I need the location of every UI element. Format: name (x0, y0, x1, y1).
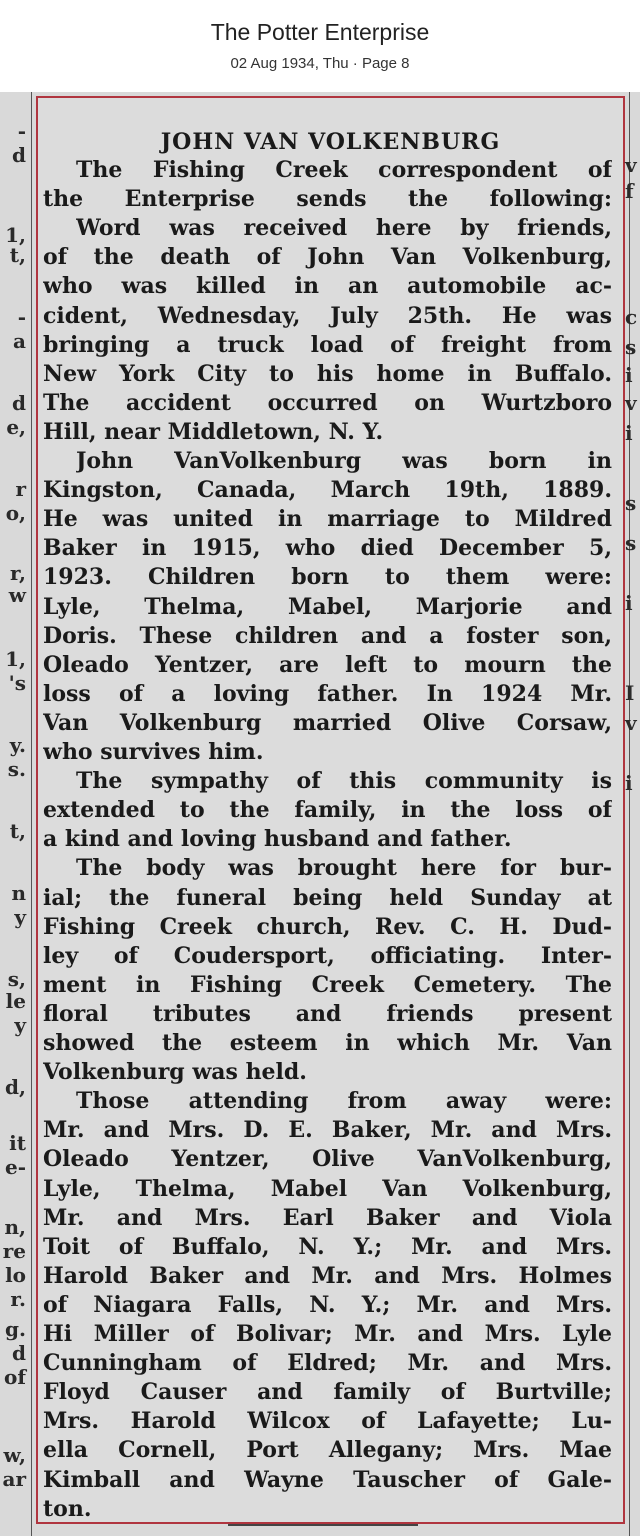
adjacent-text-fragment: e- (4, 1155, 26, 1179)
article-line: a kind and loving husband and father. (43, 826, 512, 853)
adjacent-text-fragment: d (12, 1341, 26, 1365)
article-line: Toit of Buffalo, N. Y.; Mr. and Mrs. (43, 1233, 612, 1260)
adjacent-text-fragment: v (625, 153, 637, 177)
adjacent-text-fragment: it (9, 1131, 26, 1155)
article-line: the Enterprise sends the following: (43, 186, 612, 213)
article-line: ial; the funeral being held Sunday at (43, 884, 612, 911)
adjacent-text-fragment: n, (4, 1215, 26, 1239)
adjacent-text-fragment: lo (5, 1263, 26, 1287)
article-line: loss of a loving father. In 1924 Mr. (43, 680, 612, 707)
adjacent-text-fragment: - (17, 119, 26, 143)
article-line: Oleado Yentzer, Olive VanVolkenburg, (43, 1146, 612, 1173)
adjacent-text-fragment: 's (8, 671, 26, 695)
article-line: Hi Miller of Bolivar; Mr. and Mrs. Lyle (43, 1321, 612, 1347)
article-line: showed the esteem in which Mr. Van (43, 1030, 612, 1056)
adjacent-text-fragment: y (14, 905, 26, 929)
article-line: ella Cornell, Port Allegany; Mrs. Mae (43, 1437, 612, 1464)
adjacent-text-fragment: g. (5, 1317, 26, 1341)
article-line: Volkenburg was held. (43, 1059, 307, 1086)
adjacent-text-fragment: s, (7, 967, 26, 991)
article-line: Oleado Yentzer, are left to mourn the (43, 651, 612, 678)
article-line: Mr. and Mrs. Earl Baker and Viola (43, 1204, 612, 1231)
article-line: Lyle, Thelma, Mabel, Marjorie and (43, 593, 612, 620)
adjacent-text-fragment: s (625, 335, 637, 359)
article-line: who was killed in an automobile ac- (43, 273, 612, 300)
article-line: The accident occurred on Wurtzboro (43, 389, 612, 416)
adjacent-text-fragment: s. (7, 757, 26, 781)
article-line: extended to the family, in the loss of (43, 797, 612, 824)
adjacent-text-fragment: w (8, 583, 26, 607)
adjacent-text-fragment: 1, (5, 223, 26, 247)
article-line: Van Volkenburg married Olive Corsaw, (43, 709, 612, 736)
adjacent-text-fragment: le (5, 989, 26, 1013)
adjacent-text-fragment: re (2, 1239, 26, 1263)
adjacent-text-fragment: a (13, 329, 26, 353)
obituary-article[interactable] (36, 96, 625, 1524)
article-end-rule (228, 1524, 418, 1526)
article-line: Kimball and Wayne Tauscher of Gale- (43, 1466, 612, 1493)
adjacent-text-fragment: ar (2, 1467, 26, 1491)
adjacent-text-fragment: I (625, 681, 635, 705)
adjacent-text-fragment: of (4, 1365, 26, 1389)
adjacent-text-fragment: y. (9, 733, 26, 757)
adjacent-text-fragment: d (12, 391, 26, 415)
issue-date-page: 02 Aug 1934, Thu · Page 8 (230, 55, 410, 72)
article-line: Hill, near Middletown, N. Y. (43, 418, 384, 445)
article-line: Kingston, Canada, March 19th, 1889. (43, 477, 612, 504)
article-line: John VanVolkenburg was born in (76, 448, 612, 474)
adjacent-column-left (0, 92, 30, 1536)
adjacent-text-fragment: - (17, 305, 26, 329)
article-line: The body was brought here for bur- (76, 855, 612, 882)
adjacent-text-fragment: r (15, 477, 26, 501)
adjacent-text-fragment: s (625, 531, 637, 555)
article-line: Baker in 1915, who died December 5, (43, 535, 612, 562)
article-line: ton. (43, 1495, 92, 1522)
adjacent-text-fragment: i (625, 363, 633, 387)
article-line: Mrs. Harold Wilcox of Lafayette; Lu- (43, 1408, 612, 1435)
article-line: floral tributes and friends present (43, 1000, 612, 1027)
adjacent-text-fragment: w, (3, 1443, 26, 1467)
adjacent-text-fragment: r. (10, 1287, 26, 1311)
article-headline: JOHN VAN VOLKENBURG (160, 129, 501, 155)
article-line: of Niagara Falls, N. Y.; Mr. and Mrs. (43, 1291, 612, 1318)
article-line: New York City to his home in Buffalo. (43, 360, 612, 387)
article-line: cident, Wednesday, July 25th. He was (43, 302, 612, 329)
newspaper-title: The Potter Enterprise (210, 19, 430, 45)
article-line: Lyle, Thelma, Mabel Van Volkenburg, (43, 1175, 612, 1202)
adjacent-text-fragment: v (625, 391, 637, 415)
article-line: Word was received here by friends, (76, 215, 612, 242)
adjacent-text-fragment: i (625, 591, 633, 615)
article-line: Those attending from away were: (76, 1088, 612, 1115)
adjacent-text-fragment: r, (9, 561, 26, 585)
adjacent-text-fragment: o, (5, 501, 26, 525)
adjacent-text-fragment: v (625, 711, 637, 735)
article-line: Harold Baker and Mr. and Mrs. Holmes (43, 1262, 612, 1289)
adjacent-text-fragment: f (625, 179, 634, 203)
viewer-header (0, 0, 640, 92)
adjacent-text-fragment: 1, (5, 647, 26, 671)
adjacent-text-fragment: c (625, 305, 638, 329)
article-line: Cunningham of Eldred; Mr. and Mrs. (43, 1350, 612, 1377)
adjacent-text-fragment: t, (9, 243, 26, 267)
column-rule-left (31, 92, 32, 1536)
article-line: ley of Coudersport, officiating. Inter- (43, 942, 612, 969)
article-line: Mr. and Mrs. D. E. Baker, Mr. and Mrs. (43, 1117, 612, 1144)
adjacent-text-fragment: y (14, 1013, 26, 1037)
newspaper-clipping (0, 92, 640, 1536)
article-line: The Fishing Creek correspondent of (76, 157, 612, 183)
adjacent-text-fragment: d, (5, 1075, 26, 1099)
adjacent-text-fragment: s (625, 491, 637, 515)
article-line: Floyd Causer and family of Burtville; (43, 1379, 612, 1406)
article-line: ment in Fishing Creek Cemetery. The (43, 971, 612, 998)
article-line: He was united in marriage to Mildred (43, 506, 612, 533)
article-line: 1923. Children born to them were: (43, 564, 612, 591)
article-line: who survives him. (43, 739, 264, 765)
adjacent-text-fragment: i (625, 771, 633, 795)
adjacent-text-fragment: d (12, 143, 26, 167)
adjacent-text-fragment: t, (9, 819, 26, 843)
adjacent-column-right (622, 92, 640, 1536)
article-line: Fishing Creek church, Rev. C. H. Dud- (43, 913, 612, 940)
adjacent-text-fragment: e, (6, 415, 26, 439)
article-line: The sympathy of this community is (76, 768, 612, 795)
adjacent-text-fragment: n (11, 881, 26, 905)
article-line: bringing a truck load of freight from (43, 331, 612, 358)
adjacent-text-fragment: i (625, 421, 633, 445)
article-line: Doris. These children and a foster son, (43, 622, 612, 649)
article-line: of the death of John Van Volkenburg, (43, 244, 612, 271)
